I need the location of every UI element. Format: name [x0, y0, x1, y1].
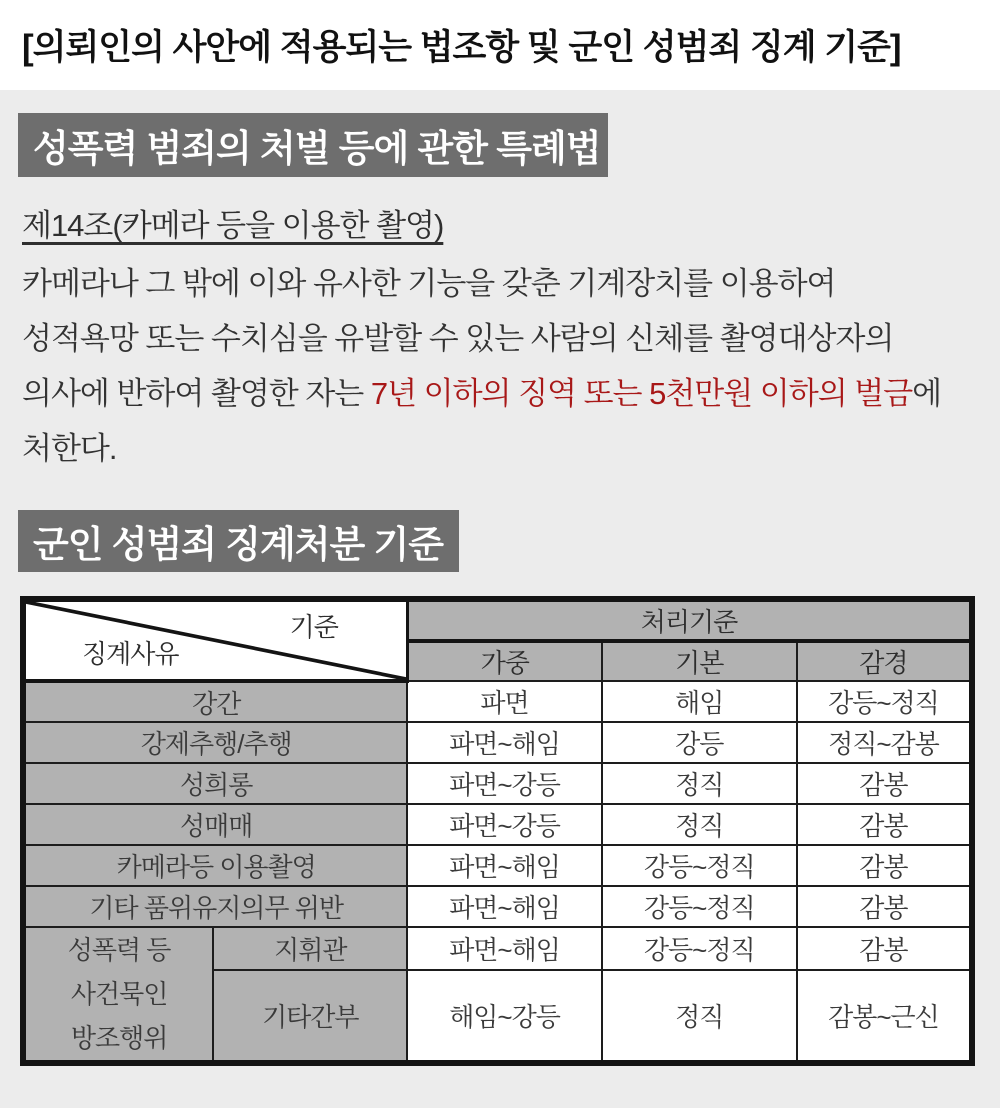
- value-cell: 강등~정직: [602, 927, 797, 970]
- value-cell: 감봉: [797, 886, 972, 927]
- value-cell: 정직: [602, 804, 797, 845]
- value-cell: 감봉: [797, 763, 972, 804]
- cause-cell: 지휘관: [213, 927, 407, 970]
- section2-header: [18, 510, 459, 572]
- table-row: [23, 927, 972, 970]
- value-cell: 파면~강등: [407, 763, 601, 804]
- value-cell: 감봉: [797, 804, 972, 845]
- page-title: [의뢰인의 사안에 적용되는 법조항 및 군인 성범죄 징계 기준]: [22, 28, 901, 67]
- value-cell: 강등: [602, 722, 797, 763]
- cause-cell: 기타 품위유지의무 위반: [23, 886, 407, 927]
- cause-cell: 성희롱: [23, 763, 407, 804]
- table-row: [23, 804, 972, 845]
- table-row: [23, 845, 972, 886]
- cause-cell: 성매매: [23, 804, 407, 845]
- cause-cell: 강제추행/추행: [23, 722, 407, 763]
- value-cell: 강등~정직: [602, 845, 797, 886]
- value-cell: 정직: [602, 763, 797, 804]
- table-row: [23, 886, 972, 927]
- corner-header-cell: [23, 599, 407, 681]
- law-body-line-1: 카메라나 그 밖에 이와 유사한 기능을 갖춘 기계장치를 이용하여: [22, 266, 836, 301]
- cause-cell: 카메라등 이용촬영: [23, 845, 407, 886]
- group-header-cell: 처리기준: [407, 599, 972, 641]
- law-body-line-3: [22, 368, 941, 413]
- penalty-highlight: 7년 이하의 징역 또는 5천만원 이하의 벌금: [370, 376, 913, 411]
- section1-header-label: 성폭력 범죄의 처벌 등에 관한 특례법: [33, 128, 601, 169]
- law-body-line-3-prefix: 의사에 반하여 촬영한 자는: [22, 376, 371, 411]
- section2-header-label: 군인 성범죄 징계처분 기준: [33, 524, 444, 565]
- section1-header: [18, 113, 608, 177]
- law-body-line-4: 처한다.: [22, 431, 117, 466]
- discipline-table: [20, 596, 975, 1066]
- value-cell: 파면~해임: [407, 927, 601, 970]
- value-cell: 정직: [602, 970, 797, 1063]
- value-cell: 정직~감봉: [797, 722, 972, 763]
- value-cell: 강등~정직: [797, 681, 972, 722]
- value-cell: 감봉: [797, 845, 972, 886]
- law-body-line-3-suffix: 에: [912, 376, 942, 411]
- value-cell: 파면: [407, 681, 601, 722]
- group-cause-line: 성폭력 등: [67, 935, 171, 965]
- column-header-basic: 기본: [602, 641, 797, 681]
- group-cause-cell: [23, 927, 213, 1063]
- table-row: [23, 763, 972, 804]
- value-cell: 해임~강등: [407, 970, 601, 1063]
- column-header-aggravated: 가중: [407, 641, 601, 681]
- value-cell: 해임: [602, 681, 797, 722]
- group-cause-line: 방조행위: [70, 1023, 168, 1053]
- value-cell: 강등~정직: [602, 886, 797, 927]
- value-cell: 감봉: [797, 927, 972, 970]
- content-band: [0, 90, 1000, 1108]
- law-article-heading: 제14조(카메라 등을 이용한 촬영): [22, 208, 444, 243]
- value-cell: 파면~해임: [407, 722, 601, 763]
- table-row: [23, 681, 972, 722]
- corner-label-standard: 기준: [289, 612, 338, 642]
- table-row: [23, 722, 972, 763]
- cause-cell: 강간: [23, 681, 407, 722]
- value-cell: 감봉~근신: [797, 970, 972, 1063]
- group-cause-line: 사건묵인: [70, 979, 168, 1009]
- value-cell: 파면~해임: [407, 886, 601, 927]
- value-cell: 파면~강등: [407, 804, 601, 845]
- value-cell: 파면~해임: [407, 845, 601, 886]
- column-header-mitigated: 감경: [797, 641, 972, 681]
- cause-cell: 기타간부: [213, 970, 407, 1063]
- law-body-line-2: 성적욕망 또는 수치심을 유발할 수 있는 사람의 신체를 촬영대상자의: [22, 321, 894, 356]
- corner-label-cause: 징계사유: [82, 639, 179, 669]
